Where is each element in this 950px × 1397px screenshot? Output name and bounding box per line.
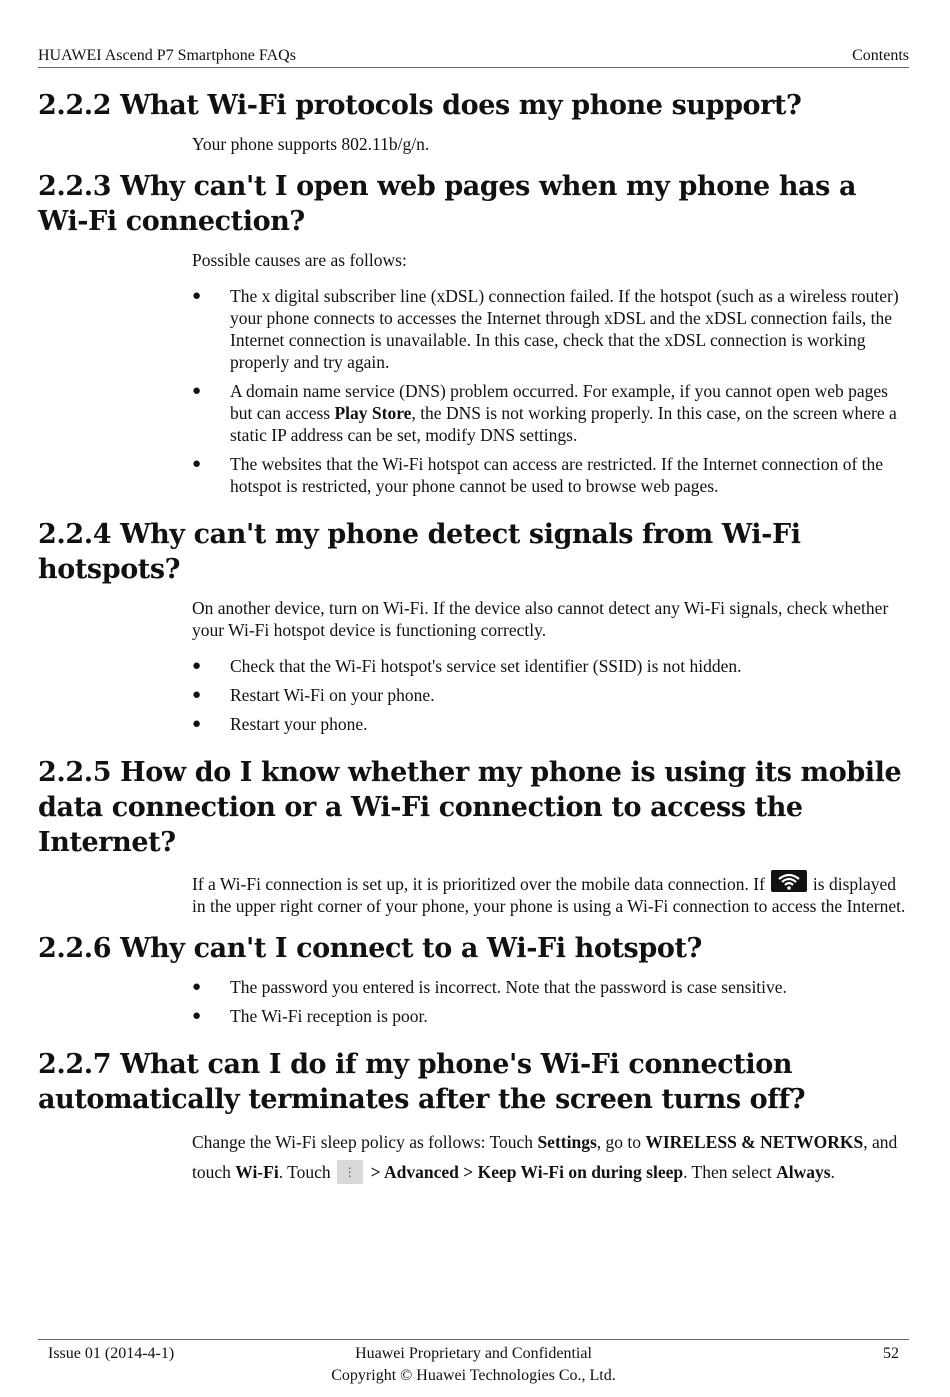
bullet-icon: ●	[192, 456, 202, 472]
page-number: 52	[883, 1345, 899, 1362]
list-item: ● Restart Wi-Fi on your phone.	[192, 685, 435, 705]
section-2-2-2	[38, 88, 908, 155]
list-item: ● The websites that the Wi-Fi hotspot can access are restricted. If the Internet connection of the hotspot is restricted, your phone cannot be used to browse web pages.	[192, 454, 884, 496]
list-item: ● The x digital subscriber line (xDSL) connection failed. If the hotspot (such as a wireless router) your phone connects to accesses the Internet through xDSL and the xDSL connection fails, the Internet connection is unavailable. In this case, check that the xDSL connection is working properly and try again.	[192, 286, 899, 372]
paragraph: On another device, turn on Wi-Fi. If the device also cannot detect any Wi-Fi signals, check whether your Wi-Fi hotspot device is functioning correctly.	[192, 598, 889, 640]
bullet-icon: ●	[192, 687, 202, 703]
page-header	[38, 46, 909, 68]
wifi-status-icon	[771, 870, 807, 892]
copyright-notice: Copyright © Huawei Technologies Co., Ltd.	[331, 1367, 616, 1384]
section-2-2-7	[38, 1047, 908, 1187]
section-title: 2.2.7 What can I do if my phone's Wi-Fi connection automatically terminates after the screen turns off?	[38, 1049, 806, 1115]
page-content	[38, 88, 908, 1201]
bullet-icon: ●	[192, 716, 202, 732]
bullet-icon: ●	[192, 658, 202, 674]
page-footer	[38, 1339, 909, 1384]
section-title: 2.2.5 How do I know whether my phone is using its mobile data connection or a Wi-Fi connection to access the Internet?	[38, 757, 902, 858]
bullet-list	[192, 976, 908, 1027]
section-title: 2.2.4 Why can't my phone detect signals from Wi-Fi hotspots?	[38, 519, 801, 585]
section-title: 2.2.2 What Wi-Fi protocols does my phone support?	[38, 90, 802, 121]
section-2-2-5	[38, 755, 908, 917]
list-item: ● Check that the Wi-Fi hotspot's service set identifier (SSID) is not hidden.	[192, 656, 742, 676]
bullet-list	[192, 655, 908, 735]
paragraph: Possible causes are as follows:	[192, 250, 407, 270]
bullet-icon: ●	[192, 979, 202, 995]
bold-term: Play Store	[334, 403, 412, 423]
paragraph: Your phone supports 802.11b/g/n.	[192, 134, 430, 154]
issue-label: Issue 01 (2014-4-1)	[48, 1345, 175, 1362]
confidential-notice: Huawei Proprietary and Confidential	[355, 1345, 592, 1362]
section-2-2-4	[38, 517, 908, 735]
section-title: 2.2.6 Why can't I connect to a Wi-Fi hotspot?	[38, 933, 702, 964]
bullet-icon: ●	[192, 1008, 202, 1024]
bullet-icon: ●	[192, 383, 202, 399]
section-label: Contents	[852, 47, 909, 64]
section-2-2-6	[38, 931, 908, 1027]
paragraph: Change the Wi-Fi sleep policy as follows: Touch Settings, go to WIRELESS & NETWORKS, and touch Wi-Fi. Touch ⋮ > Advanced > Keep Wi-Fi on during sleep. Then select Always.	[192, 1132, 898, 1182]
bullet-icon: ●	[192, 288, 202, 304]
list-item: ● The Wi-Fi reception is poor.	[192, 1006, 428, 1026]
list-item: ● The password you entered is incorrect. Note that the password is case sensitive.	[192, 977, 787, 997]
section-2-2-3	[38, 169, 908, 497]
section-title: 2.2.3 Why can't I open web pages when my phone has a Wi-Fi connection?	[38, 171, 857, 237]
bullet-list	[192, 285, 908, 497]
list-item: ● Restart your phone.	[192, 714, 368, 734]
paragraph: If a Wi-Fi connection is set up, it is prioritized over the mobile data connection. If is displayed in the upper right corner of your phone, your phone is using a Wi-Fi connection to access the Internet.	[192, 870, 908, 917]
document-title: HUAWEI Ascend P7 Smartphone FAQs	[38, 47, 296, 64]
footer-center	[38, 1343, 909, 1387]
menu-overflow-icon: ⋮	[337, 1160, 363, 1184]
list-item: ● A domain name service (DNS) problem occurred. For example, if you cannot open web pages but can access Play Store, the DNS is not working properly. In this case, on the screen where a static IP address can be set, modify DNS settings.	[192, 381, 897, 445]
